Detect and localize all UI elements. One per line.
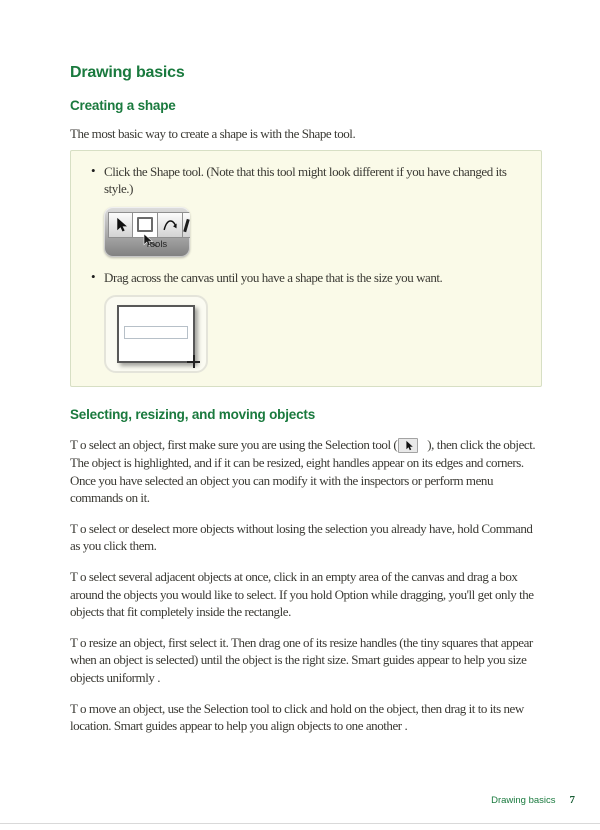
paragraph-select-adjacent: T o select several adjacent objects at once, click in an empty area of the canvas and drag a box around the objects you would like to select. If you hold Option while dragging, you'll get only the objects that fit completely inside the rectangle. bbox=[70, 568, 534, 620]
curve-tool-icon bbox=[161, 216, 179, 234]
canvas bbox=[117, 305, 195, 363]
paragraph-text-before-icon: T o select an object, first make sure you are using the Selection tool ( bbox=[70, 437, 398, 453]
paragraph-select-object bbox=[70, 436, 542, 506]
section-heading-selecting-resizing-moving: Selecting, resizing, and moving objects bbox=[70, 407, 316, 423]
tools-toolbar-image bbox=[104, 207, 190, 257]
page-content bbox=[70, 64, 542, 748]
crosshair-cursor-icon bbox=[187, 355, 200, 368]
paragraph-move-object: T o move an object, use the Selection tool to click and hold on the object, then drag it to its new location. Smart guides appear to help you align objects to one another . bbox=[70, 700, 524, 734]
curve-tool-button bbox=[158, 212, 183, 238]
footer-section-label: Drawing basics bbox=[491, 795, 556, 806]
selection-tool-button bbox=[108, 212, 133, 238]
page-bottom-divider bbox=[0, 823, 600, 824]
arrow-cursor-icon bbox=[403, 440, 414, 451]
tools-label: Tools bbox=[145, 239, 168, 251]
list-item-drag-canvas bbox=[91, 269, 521, 374]
page-title: Drawing basics bbox=[70, 64, 185, 81]
list-item-click-shape-tool bbox=[91, 163, 521, 257]
paragraph-select-deselect-more: T o select or deselect more objects without losing the selection you already have, hold Command as you click them. bbox=[70, 520, 533, 554]
partial-tool-icon bbox=[183, 219, 189, 232]
intro-text: The most basic way to create a shape is with the Shape tool. bbox=[70, 126, 356, 141]
callout-box bbox=[70, 150, 542, 388]
clipped-tool-button bbox=[183, 212, 190, 238]
shape-tool-icon bbox=[137, 217, 153, 232]
arrow-cursor-icon bbox=[112, 216, 129, 233]
footer-page-number: 7 bbox=[569, 794, 575, 806]
paragraph-text-after-icon: ), then click the object. The object is highlighted, and if it can be resized, eight handles appear on its edges and corners. Once you have selected an object you can modify it with the inspectors or perform menu commands on it. bbox=[70, 437, 536, 506]
canvas-image bbox=[104, 295, 208, 373]
bullet-text: Drag across the canvas until you have a shape that is the size you want. bbox=[104, 269, 443, 285]
bullet-text: Click the Shape tool. (Note that this tool might look different if you have changed its style.) bbox=[104, 163, 507, 197]
section-heading-creating-a-shape: Creating a shape bbox=[70, 98, 176, 113]
instruction-list bbox=[91, 163, 521, 374]
drawn-rectangle bbox=[124, 326, 188, 339]
selection-tool-inline-icon bbox=[398, 438, 418, 453]
paragraph-resize-object: T o resize an object, first select it. Then drag one of its resize handles (the tiny squares that appear when an object is selected) until the object is the right size. Smart guides appear to help you size objects uniformly . bbox=[70, 634, 533, 685]
page-footer bbox=[491, 794, 575, 806]
